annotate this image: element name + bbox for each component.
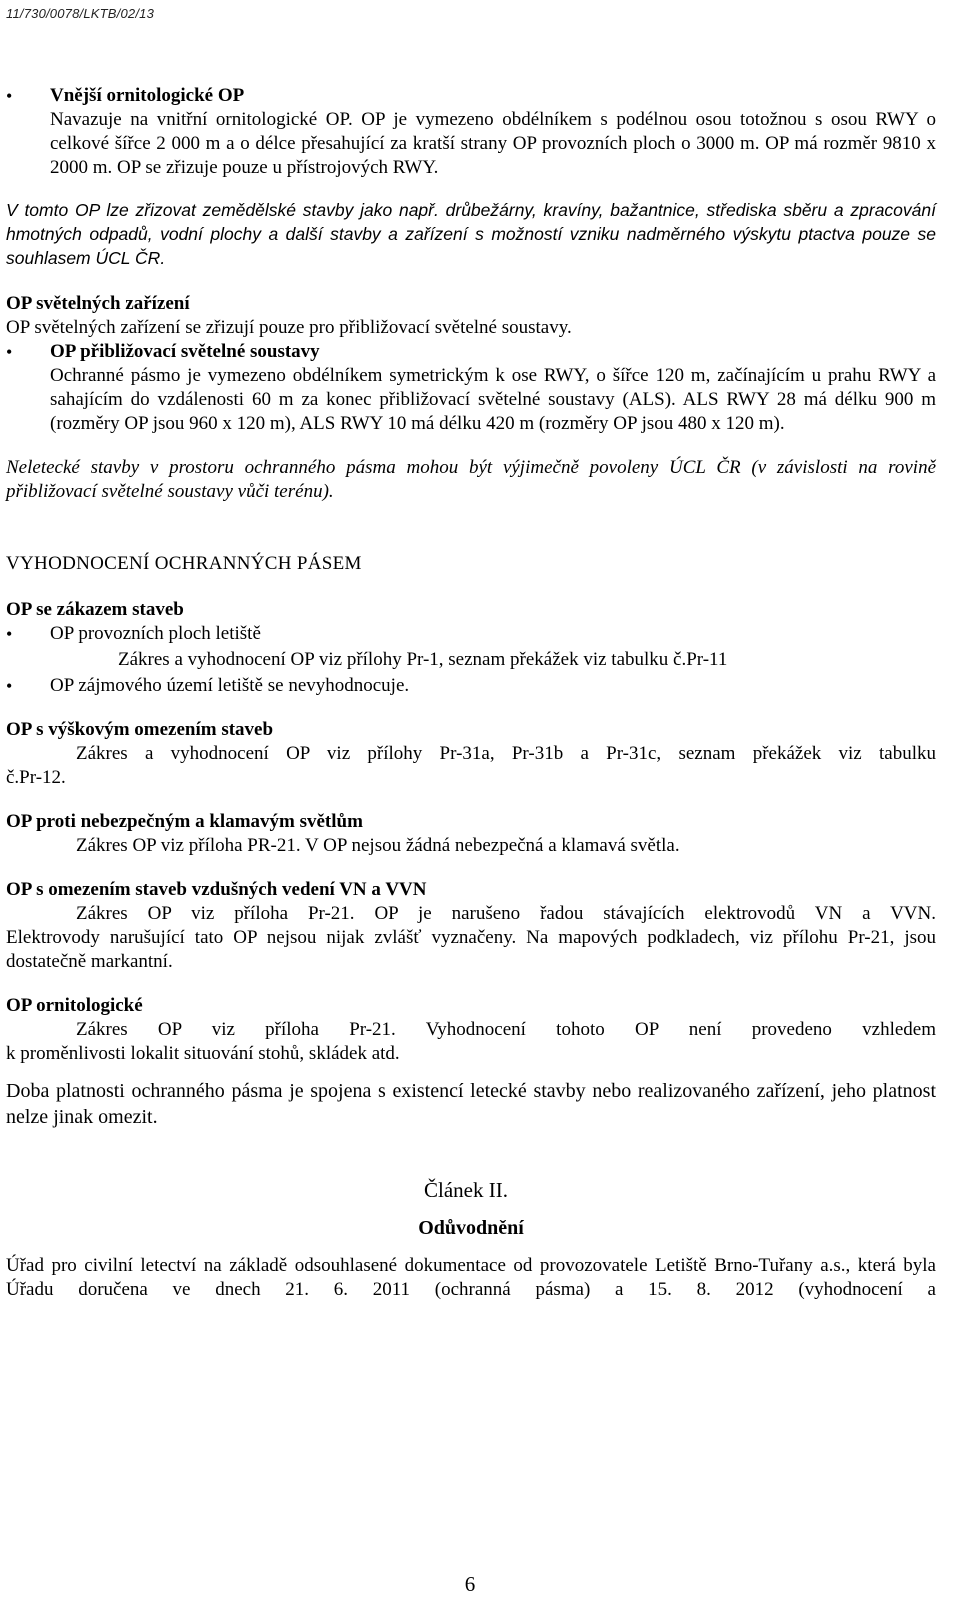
list-item — [6, 622, 936, 646]
italic-paragraph-neletecke: Neletecké stavby v prostoru ochranného pásma mohou být výjimečně povoleny ÚCL ČR (v závislosti na rovině přibližovací světelné soustavy vůči terénu). — [6, 457, 936, 502]
italic-note: V tomto OP lze zřizovat zemědělské stavby jako např. drůbežárny, kravíny, bažantnice, střediska sběru a zpracování hmotných odpadů, vodní plochy a další stavby a zařízení s možností vzniku nadměrného výskytu ptactva pouze se souhlasem ÚCL ČR. — [6, 200, 936, 268]
paragraph: Ochranné pásmo je vymezeno obdélníkem symetrickým k ose RWY, o šířce 120 m, začínajícím u prahu RWY a sahajícím do vzdálenosti 60 m za konec přibližovací světelné soustavy (ALS). ALS RWY 28 má délku 900 m (rozměry OP jsou 960 x 120 m), ALS RWY 10 má délku 420 m (rozměry OP jsou 480 x 120 m). — [50, 365, 936, 434]
title-proti: OP proti nebezpečným a klamavým světlům — [6, 811, 363, 832]
title-vedeni: OP s omezením staveb vzdušných vedení VN a VVN — [6, 879, 427, 900]
text-serif: Navazuje na vnitřní ornitologické OP. — [50, 109, 353, 130]
article-subtitle: Odůvodnění — [418, 1217, 524, 1239]
list-item-detail: Zákres a vyhodnocení OP viz přílohy Pr-1, seznam překážek viz tabulku č.Pr-11 — [118, 649, 728, 670]
text-continuation: OP je vymezeno obdélníkem s podélnou osou totožnou s osou RWY o celkové šířce 2 000 m a o délce přesahující za kratší strany OP provozních ploch o 3000 m. OP má rozměr 9810 x 2000 m. OP se zřizuje pouze u přístrojových RWY. — [50, 109, 936, 178]
title-zakaz: OP se zákazem staveb — [6, 599, 184, 620]
list-item — [6, 674, 936, 698]
bullet-icon: • — [6, 624, 13, 644]
paragraph — [50, 108, 936, 180]
paragraph-platnost: Doba platnosti ochranného pásma je spojena s existencí letecké stavby nebo realizovaného zařízení, jeho platnost nelze jinak omezit. — [6, 1080, 936, 1128]
document-body — [6, 84, 936, 1302]
page-number: 6 — [464, 1572, 476, 1596]
article-title: Článek II. — [424, 1178, 508, 1202]
bullet-icon: • — [6, 342, 13, 362]
list-item-text: OP provozních ploch letiště — [50, 623, 261, 644]
paragraph-ornit-b: k proměnlivosti lokalit situování stohů, skládek atd. — [6, 1043, 400, 1064]
bullet-icon: • — [6, 86, 13, 106]
title-vyskovym: OP s výškovým omezením staveb — [6, 719, 274, 740]
section-title-svetelnych: OP světelných zařízení — [6, 293, 190, 314]
paragraph-ornit-a: Zákres OP viz příloha Pr-21. Vyhodnocení tohoto OP není provedeno vzhledem — [76, 1019, 936, 1040]
paragraph-oduvodneni: Úřad pro civilní letectví na základě odsouhlasené dokumentace od provozovatele Letiště Brno-Tuřany a.s., která byla Úřadu doručena ve dnech 21. 6. 2011 (ochranná pásma) a 15. 8. 2012 (vyhodnocení a — [6, 1255, 936, 1300]
list-item-text: OP zájmového území letiště se nevyhodnocuje. — [50, 675, 410, 696]
paragraph-svetelnych: OP světelných zařízení se zřizují pouze pro přibližovací světelné soustavy. — [6, 317, 572, 338]
heading-vyhodnoceni: VYHODNOCENÍ OCHRANNÝCH PÁSEM — [6, 553, 362, 574]
section-vnejsi — [6, 84, 936, 180]
section-priblizovaci — [6, 340, 936, 436]
section-title: OP přibližovací světelné soustavy — [50, 341, 320, 362]
title-ornit: OP ornitologické — [6, 995, 143, 1016]
bullet-icon: • — [6, 676, 13, 696]
paragraph-vedeni-a: Zákres OP viz příloha Pr-21. OP je narušeno řadou stávajících elektrovodů VN a VVN. — [76, 903, 936, 924]
paragraph-vedeni-b: Elektrovody narušující tato OP nejsou nijak zvlášť vyznačeny. Na mapových podkladech, viz přílohu Pr-21, jsou dostatečně markantní. — [6, 927, 936, 972]
section-title: Vnější ornitologické OP — [50, 85, 245, 106]
paragraph-proti: Zákres OP viz příloha PR-21. V OP nejsou žádná nebezpečná a klamavá světla. — [76, 835, 680, 856]
paragraph-vyskovym-b: č.Pr-12. — [6, 767, 66, 788]
paragraph-vyskovym-a: Zákres a vyhodnocení OP viz přílohy Pr-31a, Pr-31b a Pr-31c, seznam překážek viz tabulku — [76, 743, 936, 764]
document-reference: 11/730/0078/LKTB/02/13 — [6, 6, 154, 21]
